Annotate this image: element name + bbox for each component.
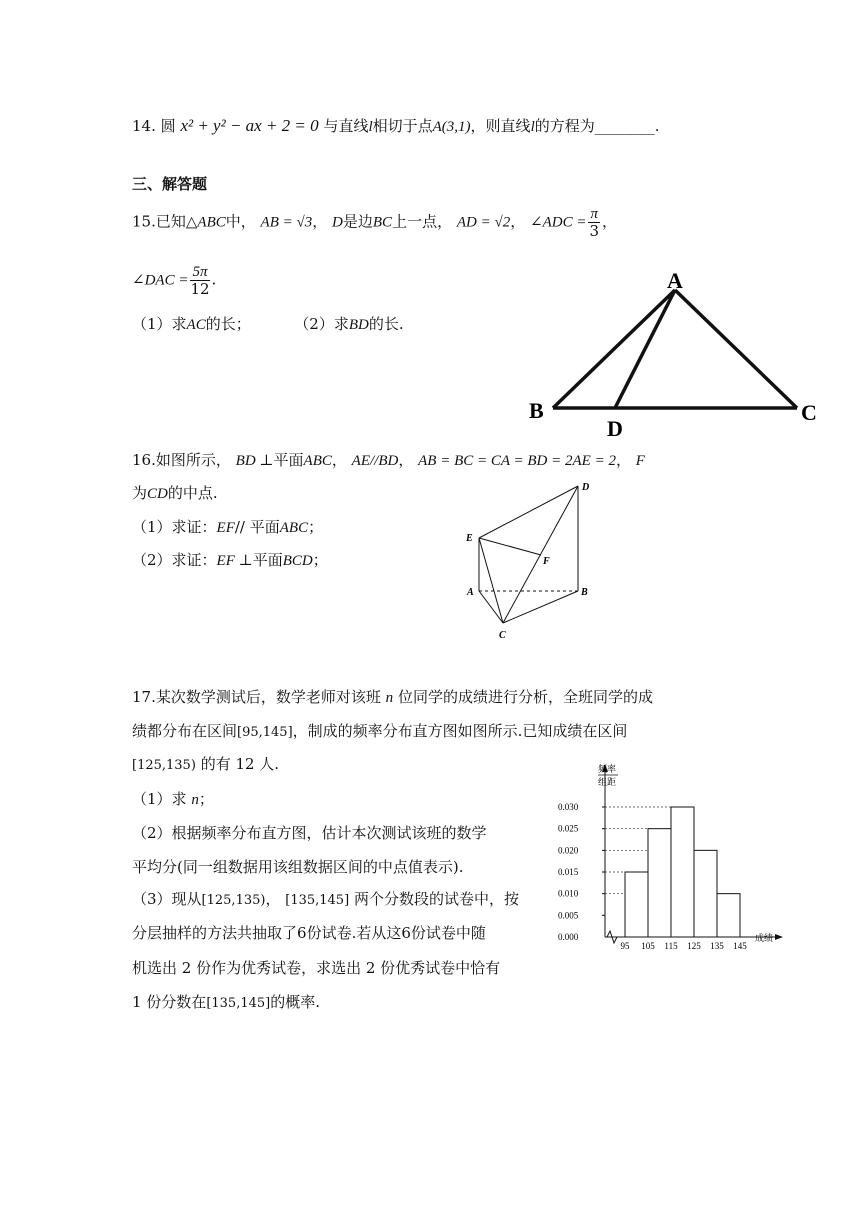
q17-l2a: 绩都分布在区间 <box>132 722 238 740</box>
q15-text-b: 中， <box>225 212 256 231</box>
q15-bc: BC <box>372 214 393 231</box>
q16-line2 <box>132 482 218 505</box>
hist-ylabel-top: 频率 <box>598 764 617 774</box>
q16-plane: 平面 <box>273 451 304 469</box>
q16-label-d: D <box>582 482 590 493</box>
q14-text-mid: 与直线 <box>323 117 369 135</box>
q16-line1-c: ， <box>398 451 414 469</box>
q17-p3l2a: 分层抽样的方法共抽取了 <box>132 924 298 942</box>
q17-p1b: ； <box>198 790 214 808</box>
q16-line1-a: 如图所示， <box>155 451 231 469</box>
q16-edge-ef <box>479 538 541 555</box>
q17-p3b: ， <box>265 890 281 908</box>
q17-p3l4int: [135,145] <box>206 996 271 1011</box>
q16-line1 <box>132 449 645 472</box>
q17-part2-line2: 平均分(同一组数据用该组数据区间的中点值表示). <box>132 858 464 876</box>
q17-p3l4a: 1 份分数在 <box>132 993 207 1011</box>
q15-part1-end: 的长； <box>205 315 251 333</box>
q17-p1a: （1）求 <box>132 790 187 808</box>
q15-text-a: 已知 <box>155 212 186 231</box>
q16-ae-bd: AE//BD <box>351 453 399 469</box>
hist-xlabel: 成绩 <box>755 933 774 943</box>
q16-p2-bcd: BCD <box>282 553 313 569</box>
q16-label-b: B <box>581 587 588 598</box>
q16-edge-cb <box>503 591 578 623</box>
q16-bd-perp: BD ⊥ <box>235 453 274 469</box>
q14-text-pre: 圆 <box>160 117 176 135</box>
q17-part1 <box>132 788 214 811</box>
q17-p1n: n <box>191 792 199 808</box>
q17-p3c: 两个分数段的试卷中，按 <box>353 890 519 908</box>
q16-p2-b: 平面 <box>252 551 283 569</box>
q16-part1 <box>132 516 323 539</box>
hist-bar <box>625 872 648 937</box>
q17-p3int2: [135,145] <box>285 893 350 908</box>
hist-bar <box>717 894 740 937</box>
q16-line2-a: 为 <box>132 484 148 502</box>
q16-edge-ed <box>479 486 578 538</box>
q16-p2-ef: EF ⊥ <box>216 553 253 569</box>
q16-abc: ABC <box>303 453 332 469</box>
q16-line1-b: ， <box>331 451 347 469</box>
q16-p1-ef: EF <box>216 520 235 536</box>
q14-number: 14. <box>132 117 156 135</box>
q17-l3int: [125,135) <box>132 758 196 773</box>
q17-p3l2b: 份试卷.若从这 <box>306 924 402 942</box>
q16-part2 <box>132 549 328 572</box>
q15-edge-ab <box>553 290 675 408</box>
hist-bar <box>694 850 717 937</box>
q17-part2-line1: （2）根据频率分布直方图，估计本次测试该班的数学 <box>132 824 487 842</box>
q17-p3l2n: 6 <box>297 924 307 942</box>
q15-text-f: ， <box>510 212 526 231</box>
q16-label-c: C <box>499 630 506 641</box>
q16-number: 16. <box>132 451 156 469</box>
section-title: 三、解答题 <box>132 175 208 193</box>
hist-bar <box>671 807 694 937</box>
q14-text-mid3: ，则直线 <box>470 117 531 135</box>
hist-xtick-label: 135 <box>710 941 724 950</box>
q17-frequency-histogram <box>555 760 790 950</box>
q15-label-d: D <box>607 416 623 440</box>
q14-line-var: l <box>368 119 373 135</box>
q17-part3-line3: 机选出 2 份作为优秀试卷，求选出 2 份优秀试卷中恰有 <box>132 959 501 977</box>
q15-text-e: 上一点， <box>392 212 453 231</box>
q17-l3b: 的有 12 人. <box>200 755 280 773</box>
q17-p3int1: [125,135) <box>201 893 266 908</box>
q17-l2int: [95,145] <box>237 725 293 740</box>
q17-part3-line2 <box>132 922 486 944</box>
q15-label-b: B <box>529 398 544 423</box>
q15-adc-den: 3 <box>589 222 599 240</box>
q15-triangle: △ABC <box>185 214 226 231</box>
q15-part1-var: AC <box>186 317 206 333</box>
q16-equal: AB = BC = CA = BD = 2AE = 2 <box>418 453 616 469</box>
q15-label-c: C <box>801 400 817 425</box>
q15-adc-num: π <box>590 206 598 222</box>
q15-dac-label: ∠DAC = <box>132 272 189 289</box>
hist-bar <box>648 829 671 937</box>
q17-p3l4b: 的概率. <box>270 993 320 1011</box>
q17-line3 <box>132 753 279 777</box>
hist-ytick-label: 0.030 <box>558 802 579 812</box>
q15-text-g: ， <box>601 212 617 231</box>
q15-edge-ad <box>615 290 675 408</box>
q15-part1: （1）求 <box>132 315 187 333</box>
q16-p1-abc: ABC <box>279 520 309 536</box>
hist-xtick-label: 115 <box>664 941 678 950</box>
q15-edge-ac <box>675 290 797 408</box>
q16-solid-figure <box>460 478 600 643</box>
q14-text-mid2: 相切于点 <box>372 117 433 135</box>
q15-line1 <box>132 206 617 239</box>
q14-point: A(3,1) <box>432 119 471 135</box>
q15-ab: AB = √3 <box>260 214 313 231</box>
q15-dac-den: 12 <box>190 280 210 298</box>
hist-x-arrow <box>775 934 783 940</box>
q15-text-h: . <box>211 270 217 289</box>
q16-line1-d: ， <box>615 451 631 469</box>
hist-ytick-label: 0.025 <box>558 823 579 834</box>
q16-f-var: F <box>635 453 645 469</box>
q16-label-e: E <box>466 533 473 544</box>
q15-d: D <box>332 214 343 231</box>
q17-l1n: n <box>385 690 394 706</box>
q17-line2 <box>132 720 627 744</box>
q17-line1 <box>132 686 653 709</box>
q16-line2-b: 的中点. <box>167 484 218 502</box>
q17-l2b: ，制成的频率分布直方图如图所示.已知成绩在区间 <box>292 722 628 740</box>
q15-dac-num: 5π <box>192 264 208 280</box>
q16-p1-a: （1）求证： <box>132 518 217 536</box>
hist-ytick-label: 0.005 <box>558 910 579 921</box>
q14-text-post: 的方程为________. <box>534 117 660 135</box>
hist-xtick-label: 145 <box>733 941 747 950</box>
q15-ad: AD = √2 <box>456 214 511 231</box>
q15-text-d: 是边 <box>342 212 373 231</box>
q15-dac-fraction <box>190 264 209 297</box>
q16-label-f: F <box>543 556 550 567</box>
q14-line <box>132 115 660 138</box>
q17-l1a: 某次数学测试后，数学老师对该班 <box>155 688 381 706</box>
q17-p3l2n2: 6 <box>401 924 411 942</box>
q17-number: 17. <box>132 688 156 706</box>
q15-part2: （2）求 <box>294 315 349 333</box>
q16-edge-ec <box>479 538 503 623</box>
hist-xtick-label: 125 <box>687 941 701 950</box>
q17-p3a: （3）现从 <box>132 890 202 908</box>
q16-p2-a: （2）求证： <box>132 551 217 569</box>
q15-line2 <box>132 264 216 297</box>
q14-line-var2: l <box>530 119 535 135</box>
q15-part2-end: 的长. <box>368 315 404 333</box>
q16-p1-b: // 平面 <box>234 518 280 536</box>
q14-equation: x² + y² − ax + 2 = 0 <box>180 116 319 135</box>
q15-triangle-figure <box>525 268 830 440</box>
q15-adc-fraction <box>588 206 600 239</box>
q15-parts <box>132 313 404 336</box>
q16-edge-ac <box>479 591 503 623</box>
hist-ytick-label: 0.010 <box>558 888 579 899</box>
q15-adc-label: ∠ADC = <box>530 214 587 231</box>
q16-label-a: A <box>467 587 474 598</box>
q17-p3l2c: 份试卷中随 <box>410 924 486 942</box>
q16-cd: CD <box>147 486 168 502</box>
hist-ytick-label: 0.015 <box>558 867 579 877</box>
hist-ytick-label: 0.020 <box>558 845 579 856</box>
q17-part3-line1 <box>132 888 519 912</box>
hist-ytick-label: 0.000 <box>558 932 579 942</box>
q16-p2-c: ； <box>312 551 328 569</box>
q15-label-a: A <box>667 268 683 293</box>
q15-part2-var: BD <box>348 317 369 333</box>
q17-part3-line4 <box>132 991 320 1015</box>
q16-p1-c: ； <box>308 518 324 536</box>
hist-xtick-label: 95 <box>620 941 630 950</box>
hist-ylabel-bottom: 组距 <box>598 777 617 787</box>
q15-number: 15. <box>132 212 156 231</box>
hist-xtick-label: 105 <box>641 941 655 950</box>
q17-l1b: 位同学的成绩进行分析，全班同学的成 <box>397 688 653 706</box>
q15-text-c: ， <box>312 212 328 231</box>
